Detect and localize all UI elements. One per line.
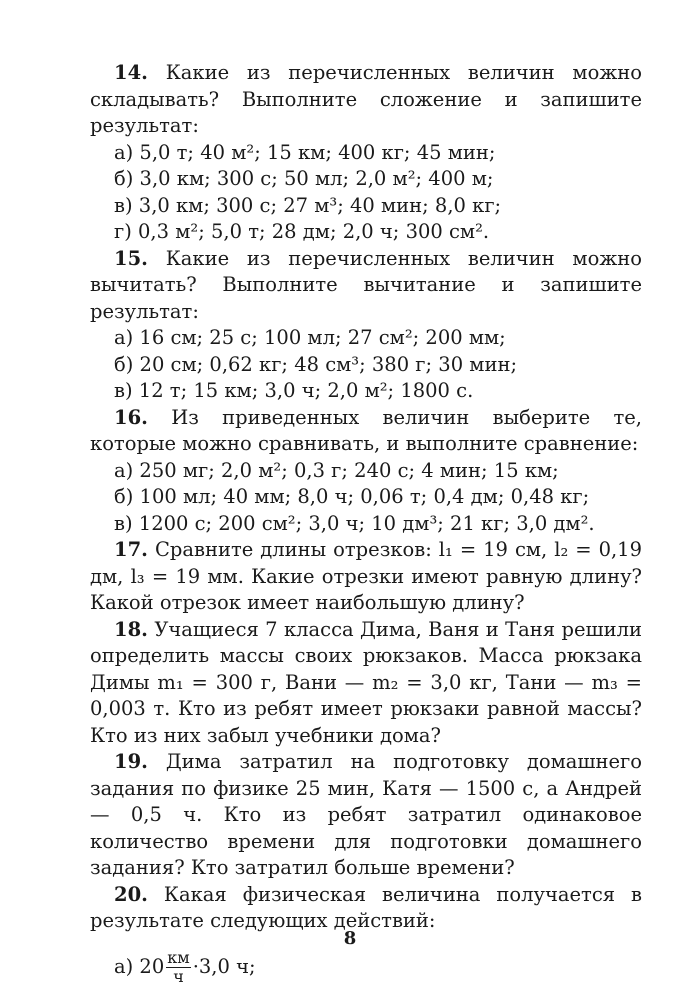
formula-prefix: а) 20 [114,954,165,978]
problem-19 [90,749,642,882]
problem-16 [90,405,642,538]
problem-14 [90,60,642,246]
problem-number: 17. [114,538,148,561]
list-item: б) 100 мл; 40 мм; 8,0 ч; 0,06 т; 0,4 дм; 0,48 кг; [114,485,590,508]
list-item: в) 1200 с; 200 см²; 3,0 ч; 10 дм³; 21 кг; 3,0 дм². [114,511,595,535]
fraction-numerator: км [167,947,190,967]
problem-number: 19. [114,750,148,773]
list-item: в) 12 т; 15 км; 3,0 ч; 2,0 м²; 1800 с. [114,379,474,402]
list-item: а) 5,0 т; 40 м²; 15 км; 400 кг; 45 мин; [114,140,496,164]
problem-text: Сравните длины отрезков: l₁ = 19 см, l₂ = 0,19 дм, l₃ = 19 мм. Какие отрезки имеют равную длину? Какой отрезок имеет наибольшую длину? [90,538,642,614]
problem-number: 16. [114,405,148,429]
list-item: б) 20 см; 0,62 кг; 48 см³; 380 г; 30 мин; [114,352,518,376]
problem-15 [90,246,642,405]
problem-18 [90,617,642,750]
list-item: в) 3,0 км; 300 с; 27 м³; 40 мин; 8,0 кг; [114,193,502,217]
list-item: а) 250 мг; 2,0 м²; 0,3 г; 240 с; 4 мин; 15 км; [114,458,559,482]
fraction-denominator: ч [173,966,184,986]
problem-number: 14. [114,61,148,84]
formula-item [90,949,642,986]
problem-17 [90,537,642,617]
problem-text: Дима затратил на подготовку домашнего задания по физике 25 мин, Катя — 1500 с, а Андрей — 0,5 ч. Кто из ребят затратил одинаковое количество времени для подготовки домашнего задания? Кто затратил больше времени? [90,750,642,879]
list-item: а) 16 см; 25 с; 100 мл; 27 см²; 200 мм; [114,326,506,349]
problem-number: 18. [114,617,148,641]
problem-text: Учащиеся 7 класса Дима, Ваня и Таня решили определить массы своих рюкзаков. Масса рюкзака Димы m₁ = 300 г, Вани — m₂ = 3,0 кг, Тани — m₃ = 0,003 т. Кто из ребят имеет рюкзаки равной массы? Кто из них забыл учебники дома? [90,617,642,747]
list-item: г) 0,3 м²; 5,0 т; 28 дм; 2,0 ч; 300 см². [114,220,490,243]
formula-suffix: ·3,0 ч; [192,954,256,978]
fraction [166,949,190,986]
problem-text: Из приведенных величин выберите те, которые можно сравнивать, и выполните сравнение: [90,405,642,455]
page-number: 8 [343,928,357,949]
problem-number: 15. [114,246,148,270]
problem-text: Какие из перечисленных величин можно вычитать? Выполните вычитание и запишите результат: [90,246,642,323]
problem-number: 20. [114,882,148,906]
list-item: б) 3,0 км; 300 с; 50 мл; 2,0 м²; 400 м; [114,167,494,190]
problem-text: Какая физическая величина получается в результате следующих действий: [90,882,643,932]
problem-text: Какие из перечисленных величин можно складывать? Выполните сложение и запишите результат: [90,61,642,137]
